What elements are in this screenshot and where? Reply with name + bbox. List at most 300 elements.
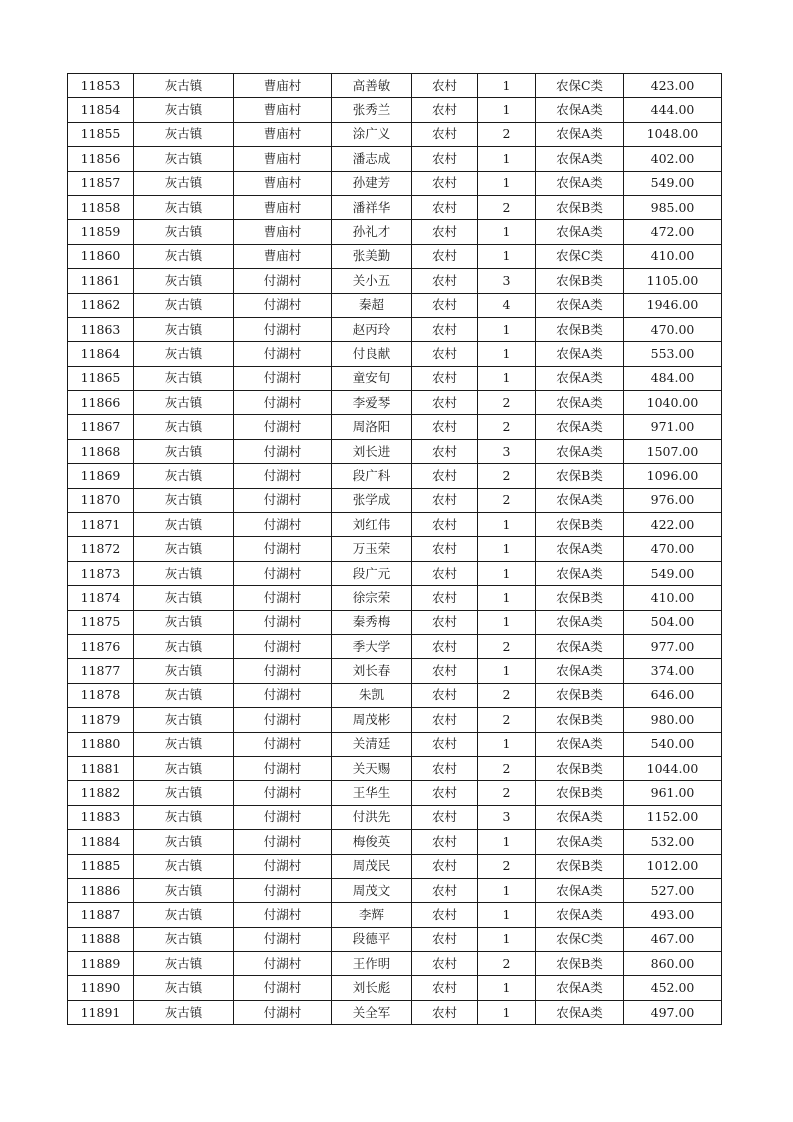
cell-row-number: 11876 (68, 634, 134, 658)
cell-household-count: 1 (478, 98, 536, 122)
cell-township: 灰古镇 (134, 122, 234, 146)
cell-household-count: 1 (478, 610, 536, 634)
cell-village: 付湖村 (234, 732, 332, 756)
cell-area-type: 农村 (412, 464, 478, 488)
table-row (68, 220, 722, 244)
table-row (68, 513, 722, 537)
cell-township: 灰古镇 (134, 805, 234, 829)
cell-amount: 410.00 (624, 586, 722, 610)
cell-row-number: 11881 (68, 756, 134, 780)
cell-area-type: 农村 (412, 513, 478, 537)
cell-township: 灰古镇 (134, 74, 234, 98)
cell-amount: 1012.00 (624, 854, 722, 878)
cell-township: 灰古镇 (134, 683, 234, 707)
cell-household-count: 1 (478, 903, 536, 927)
cell-amount: 1044.00 (624, 756, 722, 780)
cell-row-number: 11860 (68, 244, 134, 268)
cell-township: 灰古镇 (134, 98, 234, 122)
cell-township: 灰古镇 (134, 586, 234, 610)
cell-insurance-category: 农保B类 (536, 586, 624, 610)
cell-row-number: 11872 (68, 537, 134, 561)
cell-amount: 549.00 (624, 171, 722, 195)
cell-village: 付湖村 (234, 903, 332, 927)
cell-amount: 472.00 (624, 220, 722, 244)
cell-household-count: 1 (478, 659, 536, 683)
cell-area-type: 农村 (412, 586, 478, 610)
cell-person-name: 李辉 (332, 903, 412, 927)
cell-household-count: 2 (478, 122, 536, 146)
table-row (68, 537, 722, 561)
cell-row-number: 11873 (68, 561, 134, 585)
cell-area-type: 农村 (412, 976, 478, 1000)
cell-household-count: 2 (478, 781, 536, 805)
table-row (68, 830, 722, 854)
cell-village: 付湖村 (234, 781, 332, 805)
cell-area-type: 农村 (412, 561, 478, 585)
cell-row-number: 11865 (68, 366, 134, 390)
cell-insurance-category: 农保B类 (536, 952, 624, 976)
cell-insurance-category: 农保A类 (536, 366, 624, 390)
cell-insurance-category: 农保A类 (536, 342, 624, 366)
cell-insurance-category: 农保A类 (536, 415, 624, 439)
cell-area-type: 农村 (412, 878, 478, 902)
cell-person-name: 潘志成 (332, 147, 412, 171)
cell-village: 付湖村 (234, 415, 332, 439)
cell-household-count: 2 (478, 634, 536, 658)
cell-insurance-category: 农保A类 (536, 659, 624, 683)
cell-insurance-category: 农保B类 (536, 269, 624, 293)
cell-township: 灰古镇 (134, 1000, 234, 1024)
cell-insurance-category: 农保B类 (536, 317, 624, 341)
cell-area-type: 农村 (412, 610, 478, 634)
cell-insurance-category: 农保B类 (536, 781, 624, 805)
cell-household-count: 1 (478, 586, 536, 610)
cell-area-type: 农村 (412, 683, 478, 707)
table-row (68, 927, 722, 951)
cell-village: 付湖村 (234, 391, 332, 415)
cell-area-type: 农村 (412, 634, 478, 658)
cell-row-number: 11875 (68, 610, 134, 634)
cell-area-type: 农村 (412, 244, 478, 268)
table-row (68, 391, 722, 415)
cell-row-number: 11864 (68, 342, 134, 366)
cell-row-number: 11869 (68, 464, 134, 488)
cell-township: 灰古镇 (134, 488, 234, 512)
cell-area-type: 农村 (412, 708, 478, 732)
cell-insurance-category: 农保A类 (536, 634, 624, 658)
cell-amount: 971.00 (624, 415, 722, 439)
table-row (68, 903, 722, 927)
cell-area-type: 农村 (412, 98, 478, 122)
cell-village: 曹庙村 (234, 74, 332, 98)
cell-amount: 976.00 (624, 488, 722, 512)
table-row (68, 561, 722, 585)
table-row (68, 464, 722, 488)
cell-village: 付湖村 (234, 366, 332, 390)
cell-row-number: 11884 (68, 830, 134, 854)
cell-township: 灰古镇 (134, 854, 234, 878)
cell-insurance-category: 农保C类 (536, 927, 624, 951)
cell-household-count: 1 (478, 317, 536, 341)
cell-row-number: 11878 (68, 683, 134, 707)
cell-person-name: 秦超 (332, 293, 412, 317)
cell-person-name: 高善敏 (332, 74, 412, 98)
cell-household-count: 1 (478, 220, 536, 244)
table-row (68, 147, 722, 171)
cell-row-number: 11880 (68, 732, 134, 756)
cell-township: 灰古镇 (134, 415, 234, 439)
cell-household-count: 3 (478, 439, 536, 463)
cell-area-type: 农村 (412, 488, 478, 512)
cell-insurance-category: 农保A类 (536, 878, 624, 902)
cell-amount: 1946.00 (624, 293, 722, 317)
cell-person-name: 王作明 (332, 952, 412, 976)
cell-household-count: 1 (478, 74, 536, 98)
cell-household-count: 1 (478, 732, 536, 756)
cell-person-name: 段德平 (332, 927, 412, 951)
cell-insurance-category: 农保A类 (536, 98, 624, 122)
cell-village: 付湖村 (234, 830, 332, 854)
cell-household-count: 1 (478, 1000, 536, 1024)
cell-village: 付湖村 (234, 537, 332, 561)
cell-household-count: 3 (478, 269, 536, 293)
cell-person-name: 季大学 (332, 634, 412, 658)
cell-village: 曹庙村 (234, 98, 332, 122)
table-body (68, 74, 722, 1025)
cell-village: 付湖村 (234, 342, 332, 366)
cell-village: 付湖村 (234, 927, 332, 951)
cell-area-type: 农村 (412, 903, 478, 927)
cell-village: 曹庙村 (234, 195, 332, 219)
cell-township: 灰古镇 (134, 561, 234, 585)
cell-row-number: 11868 (68, 439, 134, 463)
cell-insurance-category: 农保A类 (536, 976, 624, 1000)
cell-area-type: 农村 (412, 415, 478, 439)
cell-insurance-category: 农保A类 (536, 488, 624, 512)
cell-insurance-category: 农保A类 (536, 903, 624, 927)
table-row (68, 171, 722, 195)
cell-village: 付湖村 (234, 610, 332, 634)
cell-township: 灰古镇 (134, 903, 234, 927)
cell-area-type: 农村 (412, 391, 478, 415)
cell-village: 付湖村 (234, 634, 332, 658)
cell-row-number: 11886 (68, 878, 134, 902)
cell-person-name: 关清廷 (332, 732, 412, 756)
cell-household-count: 2 (478, 854, 536, 878)
cell-area-type: 农村 (412, 317, 478, 341)
cell-person-name: 童安旬 (332, 366, 412, 390)
cell-village: 付湖村 (234, 317, 332, 341)
cell-household-count: 2 (478, 683, 536, 707)
cell-township: 灰古镇 (134, 952, 234, 976)
table-row (68, 634, 722, 658)
table-row (68, 854, 722, 878)
cell-insurance-category: 农保A类 (536, 830, 624, 854)
cell-row-number: 11887 (68, 903, 134, 927)
cell-insurance-category: 农保A类 (536, 805, 624, 829)
cell-person-name: 涂广义 (332, 122, 412, 146)
cell-person-name: 刘长春 (332, 659, 412, 683)
cell-township: 灰古镇 (134, 366, 234, 390)
cell-township: 灰古镇 (134, 513, 234, 537)
cell-area-type: 农村 (412, 830, 478, 854)
cell-township: 灰古镇 (134, 781, 234, 805)
cell-area-type: 农村 (412, 756, 478, 780)
cell-township: 灰古镇 (134, 439, 234, 463)
cell-township: 灰古镇 (134, 756, 234, 780)
cell-insurance-category: 农保A类 (536, 732, 624, 756)
cell-person-name: 段广科 (332, 464, 412, 488)
cell-township: 灰古镇 (134, 244, 234, 268)
cell-insurance-category: 农保A类 (536, 439, 624, 463)
cell-amount: 1507.00 (624, 439, 722, 463)
cell-village: 付湖村 (234, 269, 332, 293)
cell-household-count: 1 (478, 561, 536, 585)
cell-household-count: 1 (478, 171, 536, 195)
table-row (68, 98, 722, 122)
cell-township: 灰古镇 (134, 317, 234, 341)
cell-area-type: 农村 (412, 781, 478, 805)
cell-township: 灰古镇 (134, 195, 234, 219)
cell-row-number: 11883 (68, 805, 134, 829)
cell-person-name: 段广元 (332, 561, 412, 585)
cell-amount: 484.00 (624, 366, 722, 390)
cell-row-number: 11866 (68, 391, 134, 415)
cell-township: 灰古镇 (134, 708, 234, 732)
cell-person-name: 周茂文 (332, 878, 412, 902)
cell-household-count: 1 (478, 830, 536, 854)
cell-amount: 470.00 (624, 537, 722, 561)
cell-person-name: 周洛阳 (332, 415, 412, 439)
cell-township: 灰古镇 (134, 293, 234, 317)
cell-row-number: 11871 (68, 513, 134, 537)
cell-township: 灰古镇 (134, 171, 234, 195)
cell-insurance-category: 农保A类 (536, 122, 624, 146)
cell-insurance-category: 农保A类 (536, 537, 624, 561)
cell-row-number: 11879 (68, 708, 134, 732)
cell-township: 灰古镇 (134, 391, 234, 415)
cell-person-name: 周茂彬 (332, 708, 412, 732)
cell-township: 灰古镇 (134, 220, 234, 244)
cell-row-number: 11853 (68, 74, 134, 98)
table-row (68, 708, 722, 732)
cell-household-count: 1 (478, 927, 536, 951)
cell-row-number: 11856 (68, 147, 134, 171)
cell-person-name: 刘红伟 (332, 513, 412, 537)
cell-person-name: 付良献 (332, 342, 412, 366)
table-row (68, 878, 722, 902)
cell-insurance-category: 农保A类 (536, 561, 624, 585)
cell-village: 付湖村 (234, 854, 332, 878)
cell-insurance-category: 农保B类 (536, 513, 624, 537)
table-row (68, 342, 722, 366)
cell-person-name: 万玉荣 (332, 537, 412, 561)
cell-village: 曹庙村 (234, 244, 332, 268)
cell-household-count: 1 (478, 244, 536, 268)
cell-household-count: 4 (478, 293, 536, 317)
table-row (68, 683, 722, 707)
cell-amount: 497.00 (624, 1000, 722, 1024)
cell-area-type: 农村 (412, 122, 478, 146)
cell-amount: 470.00 (624, 317, 722, 341)
cell-amount: 452.00 (624, 976, 722, 1000)
table-row (68, 366, 722, 390)
cell-amount: 1096.00 (624, 464, 722, 488)
cell-row-number: 11874 (68, 586, 134, 610)
table-row (68, 269, 722, 293)
cell-village: 曹庙村 (234, 147, 332, 171)
cell-insurance-category: 农保B类 (536, 854, 624, 878)
cell-household-count: 2 (478, 708, 536, 732)
cell-row-number: 11862 (68, 293, 134, 317)
cell-person-name: 张美勤 (332, 244, 412, 268)
cell-row-number: 11867 (68, 415, 134, 439)
cell-area-type: 农村 (412, 659, 478, 683)
cell-person-name: 张秀兰 (332, 98, 412, 122)
cell-amount: 553.00 (624, 342, 722, 366)
cell-household-count: 1 (478, 878, 536, 902)
cell-amount: 549.00 (624, 561, 722, 585)
cell-township: 灰古镇 (134, 659, 234, 683)
cell-household-count: 3 (478, 805, 536, 829)
cell-amount: 532.00 (624, 830, 722, 854)
cell-amount: 1105.00 (624, 269, 722, 293)
cell-person-name: 赵丙玲 (332, 317, 412, 341)
cell-village: 付湖村 (234, 293, 332, 317)
cell-village: 付湖村 (234, 1000, 332, 1024)
cell-village: 付湖村 (234, 952, 332, 976)
cell-amount: 423.00 (624, 74, 722, 98)
cell-person-name: 徐宗荣 (332, 586, 412, 610)
cell-insurance-category: 农保B类 (536, 708, 624, 732)
cell-person-name: 李爱琴 (332, 391, 412, 415)
cell-area-type: 农村 (412, 147, 478, 171)
cell-insurance-category: 农保A类 (536, 293, 624, 317)
cell-area-type: 农村 (412, 220, 478, 244)
cell-household-count: 1 (478, 537, 536, 561)
table-row (68, 317, 722, 341)
data-table (67, 73, 722, 1025)
cell-household-count: 1 (478, 366, 536, 390)
cell-village: 曹庙村 (234, 220, 332, 244)
cell-person-name: 周茂民 (332, 854, 412, 878)
cell-village: 付湖村 (234, 586, 332, 610)
table-row (68, 976, 722, 1000)
table-row (68, 756, 722, 780)
cell-person-name: 孙礼才 (332, 220, 412, 244)
cell-township: 灰古镇 (134, 830, 234, 854)
cell-row-number: 11854 (68, 98, 134, 122)
cell-amount: 980.00 (624, 708, 722, 732)
cell-township: 灰古镇 (134, 976, 234, 1000)
cell-row-number: 11859 (68, 220, 134, 244)
cell-amount: 422.00 (624, 513, 722, 537)
cell-household-count: 2 (478, 415, 536, 439)
cell-insurance-category: 农保A类 (536, 220, 624, 244)
cell-person-name: 潘祥华 (332, 195, 412, 219)
cell-amount: 374.00 (624, 659, 722, 683)
cell-person-name: 张学成 (332, 488, 412, 512)
cell-row-number: 11857 (68, 171, 134, 195)
cell-insurance-category: 农保C类 (536, 244, 624, 268)
cell-village: 曹庙村 (234, 171, 332, 195)
cell-township: 灰古镇 (134, 732, 234, 756)
cell-household-count: 2 (478, 391, 536, 415)
table-row (68, 122, 722, 146)
cell-township: 灰古镇 (134, 537, 234, 561)
cell-person-name: 梅俊英 (332, 830, 412, 854)
cell-row-number: 11877 (68, 659, 134, 683)
cell-row-number: 11855 (68, 122, 134, 146)
cell-row-number: 11891 (68, 1000, 134, 1024)
cell-village: 曹庙村 (234, 122, 332, 146)
cell-area-type: 农村 (412, 171, 478, 195)
cell-township: 灰古镇 (134, 878, 234, 902)
cell-household-count: 1 (478, 976, 536, 1000)
cell-insurance-category: 农保A类 (536, 171, 624, 195)
cell-amount: 402.00 (624, 147, 722, 171)
table-row (68, 805, 722, 829)
cell-village: 付湖村 (234, 805, 332, 829)
table-row (68, 610, 722, 634)
cell-area-type: 农村 (412, 439, 478, 463)
table-row (68, 659, 722, 683)
cell-village: 付湖村 (234, 683, 332, 707)
cell-village: 付湖村 (234, 976, 332, 1000)
cell-household-count: 2 (478, 952, 536, 976)
cell-area-type: 农村 (412, 195, 478, 219)
cell-amount: 540.00 (624, 732, 722, 756)
cell-amount: 410.00 (624, 244, 722, 268)
cell-township: 灰古镇 (134, 342, 234, 366)
cell-amount: 504.00 (624, 610, 722, 634)
cell-area-type: 农村 (412, 805, 478, 829)
table-row (68, 415, 722, 439)
cell-person-name: 关小五 (332, 269, 412, 293)
cell-amount: 977.00 (624, 634, 722, 658)
cell-area-type: 农村 (412, 854, 478, 878)
table-row (68, 244, 722, 268)
cell-village: 付湖村 (234, 756, 332, 780)
table-row (68, 732, 722, 756)
cell-township: 灰古镇 (134, 147, 234, 171)
cell-amount: 444.00 (624, 98, 722, 122)
cell-area-type: 农村 (412, 1000, 478, 1024)
cell-household-count: 2 (478, 756, 536, 780)
cell-village: 付湖村 (234, 708, 332, 732)
cell-person-name: 秦秀梅 (332, 610, 412, 634)
cell-insurance-category: 农保C类 (536, 74, 624, 98)
table-row (68, 488, 722, 512)
cell-household-count: 1 (478, 513, 536, 537)
cell-amount: 985.00 (624, 195, 722, 219)
cell-area-type: 农村 (412, 269, 478, 293)
cell-village: 付湖村 (234, 659, 332, 683)
table-row (68, 952, 722, 976)
cell-person-name: 刘长彪 (332, 976, 412, 1000)
cell-area-type: 农村 (412, 732, 478, 756)
table-row (68, 293, 722, 317)
cell-row-number: 11858 (68, 195, 134, 219)
table-row (68, 586, 722, 610)
cell-person-name: 关全军 (332, 1000, 412, 1024)
cell-row-number: 11888 (68, 927, 134, 951)
cell-insurance-category: 农保A类 (536, 147, 624, 171)
cell-area-type: 农村 (412, 952, 478, 976)
cell-village: 付湖村 (234, 561, 332, 585)
cell-household-count: 2 (478, 488, 536, 512)
table-row (68, 781, 722, 805)
